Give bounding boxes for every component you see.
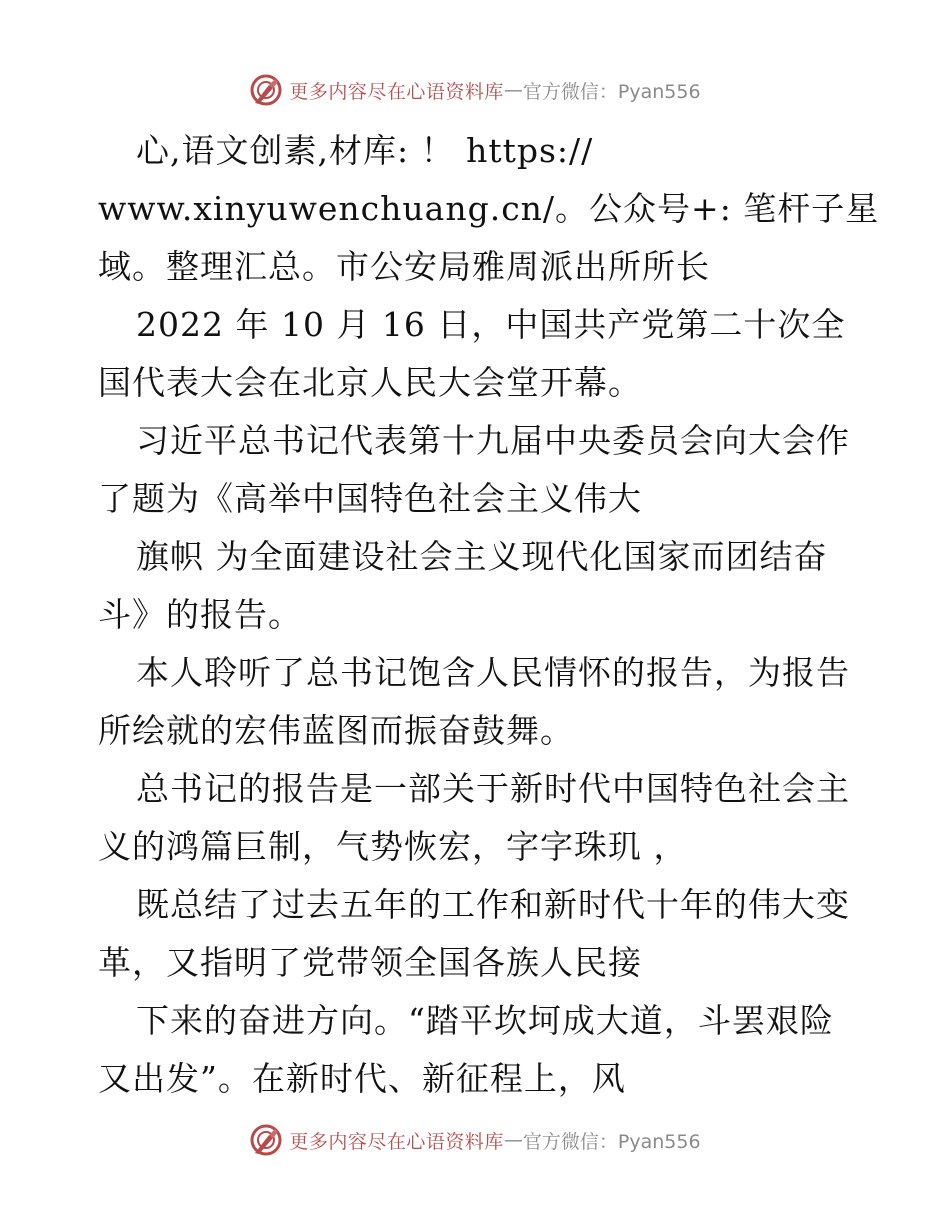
body-line: www.xinyuwenchuang.cn/。公众号+: 笔杆子星: [98, 189, 880, 228]
header-watermark-banner: [0, 70, 950, 110]
banner-text: 更多内容尽在心语资料库: [289, 80, 504, 103]
body-line: 下来的奋进方向。“踏平坎坷成大道，斗罢艰险: [136, 1001, 834, 1040]
banner-separator: —: [503, 79, 523, 101]
body-line: 所绘就的宏伟蓝图而振奋鼓舞。: [98, 711, 574, 750]
pen-circle-logo-icon: [249, 73, 283, 107]
document-body: [98, 122, 880, 1108]
body-line: 习近平总书记代表第十九届中央委员会向大会作: [136, 421, 850, 460]
body-line: 国代表大会在北京人民大会堂开幕。: [98, 363, 642, 402]
body-line: 义的鸿篇巨制，气势恢宏，字字珠玑 ，: [98, 827, 688, 866]
body-line: 域。整理汇总。市公安局雅周派出所所长: [98, 247, 710, 286]
banner-contact: 官方微信：Pyan556: [522, 1130, 701, 1153]
banner-text: 更多内容尽在心语资料库: [289, 1130, 504, 1153]
banner-contact: 官方微信：Pyan556: [522, 80, 701, 103]
banner-separator: —: [503, 1129, 523, 1151]
body-line: 又出发”。在新时代、新征程上，风: [98, 1059, 626, 1098]
body-line: 本人聆听了总书记饱含人民情怀的报告，为报告: [136, 653, 850, 692]
body-line: 心,语文创素,材库: ！ https://: [136, 131, 594, 170]
body-line: 斗》的报告。: [98, 595, 302, 634]
pen-circle-logo-icon: [249, 1123, 283, 1157]
body-line: 了题为《高举中国特色社会主义伟大: [98, 479, 642, 518]
footer-watermark-banner: [0, 1120, 950, 1160]
body-line: 既总结了过去五年的工作和新时代十年的伟大变: [136, 885, 850, 924]
body-line: 旗帜 为全面建设社会主义现代化国家而团结奋: [136, 537, 828, 576]
body-line: 2022 年 10 月 16 日，中国共产党第二十次全: [136, 305, 846, 344]
body-line: 革，又指明了党带领全国各族人民接: [98, 943, 642, 982]
body-line: 总书记的报告是一部关于新时代中国特色社会主: [136, 769, 850, 808]
